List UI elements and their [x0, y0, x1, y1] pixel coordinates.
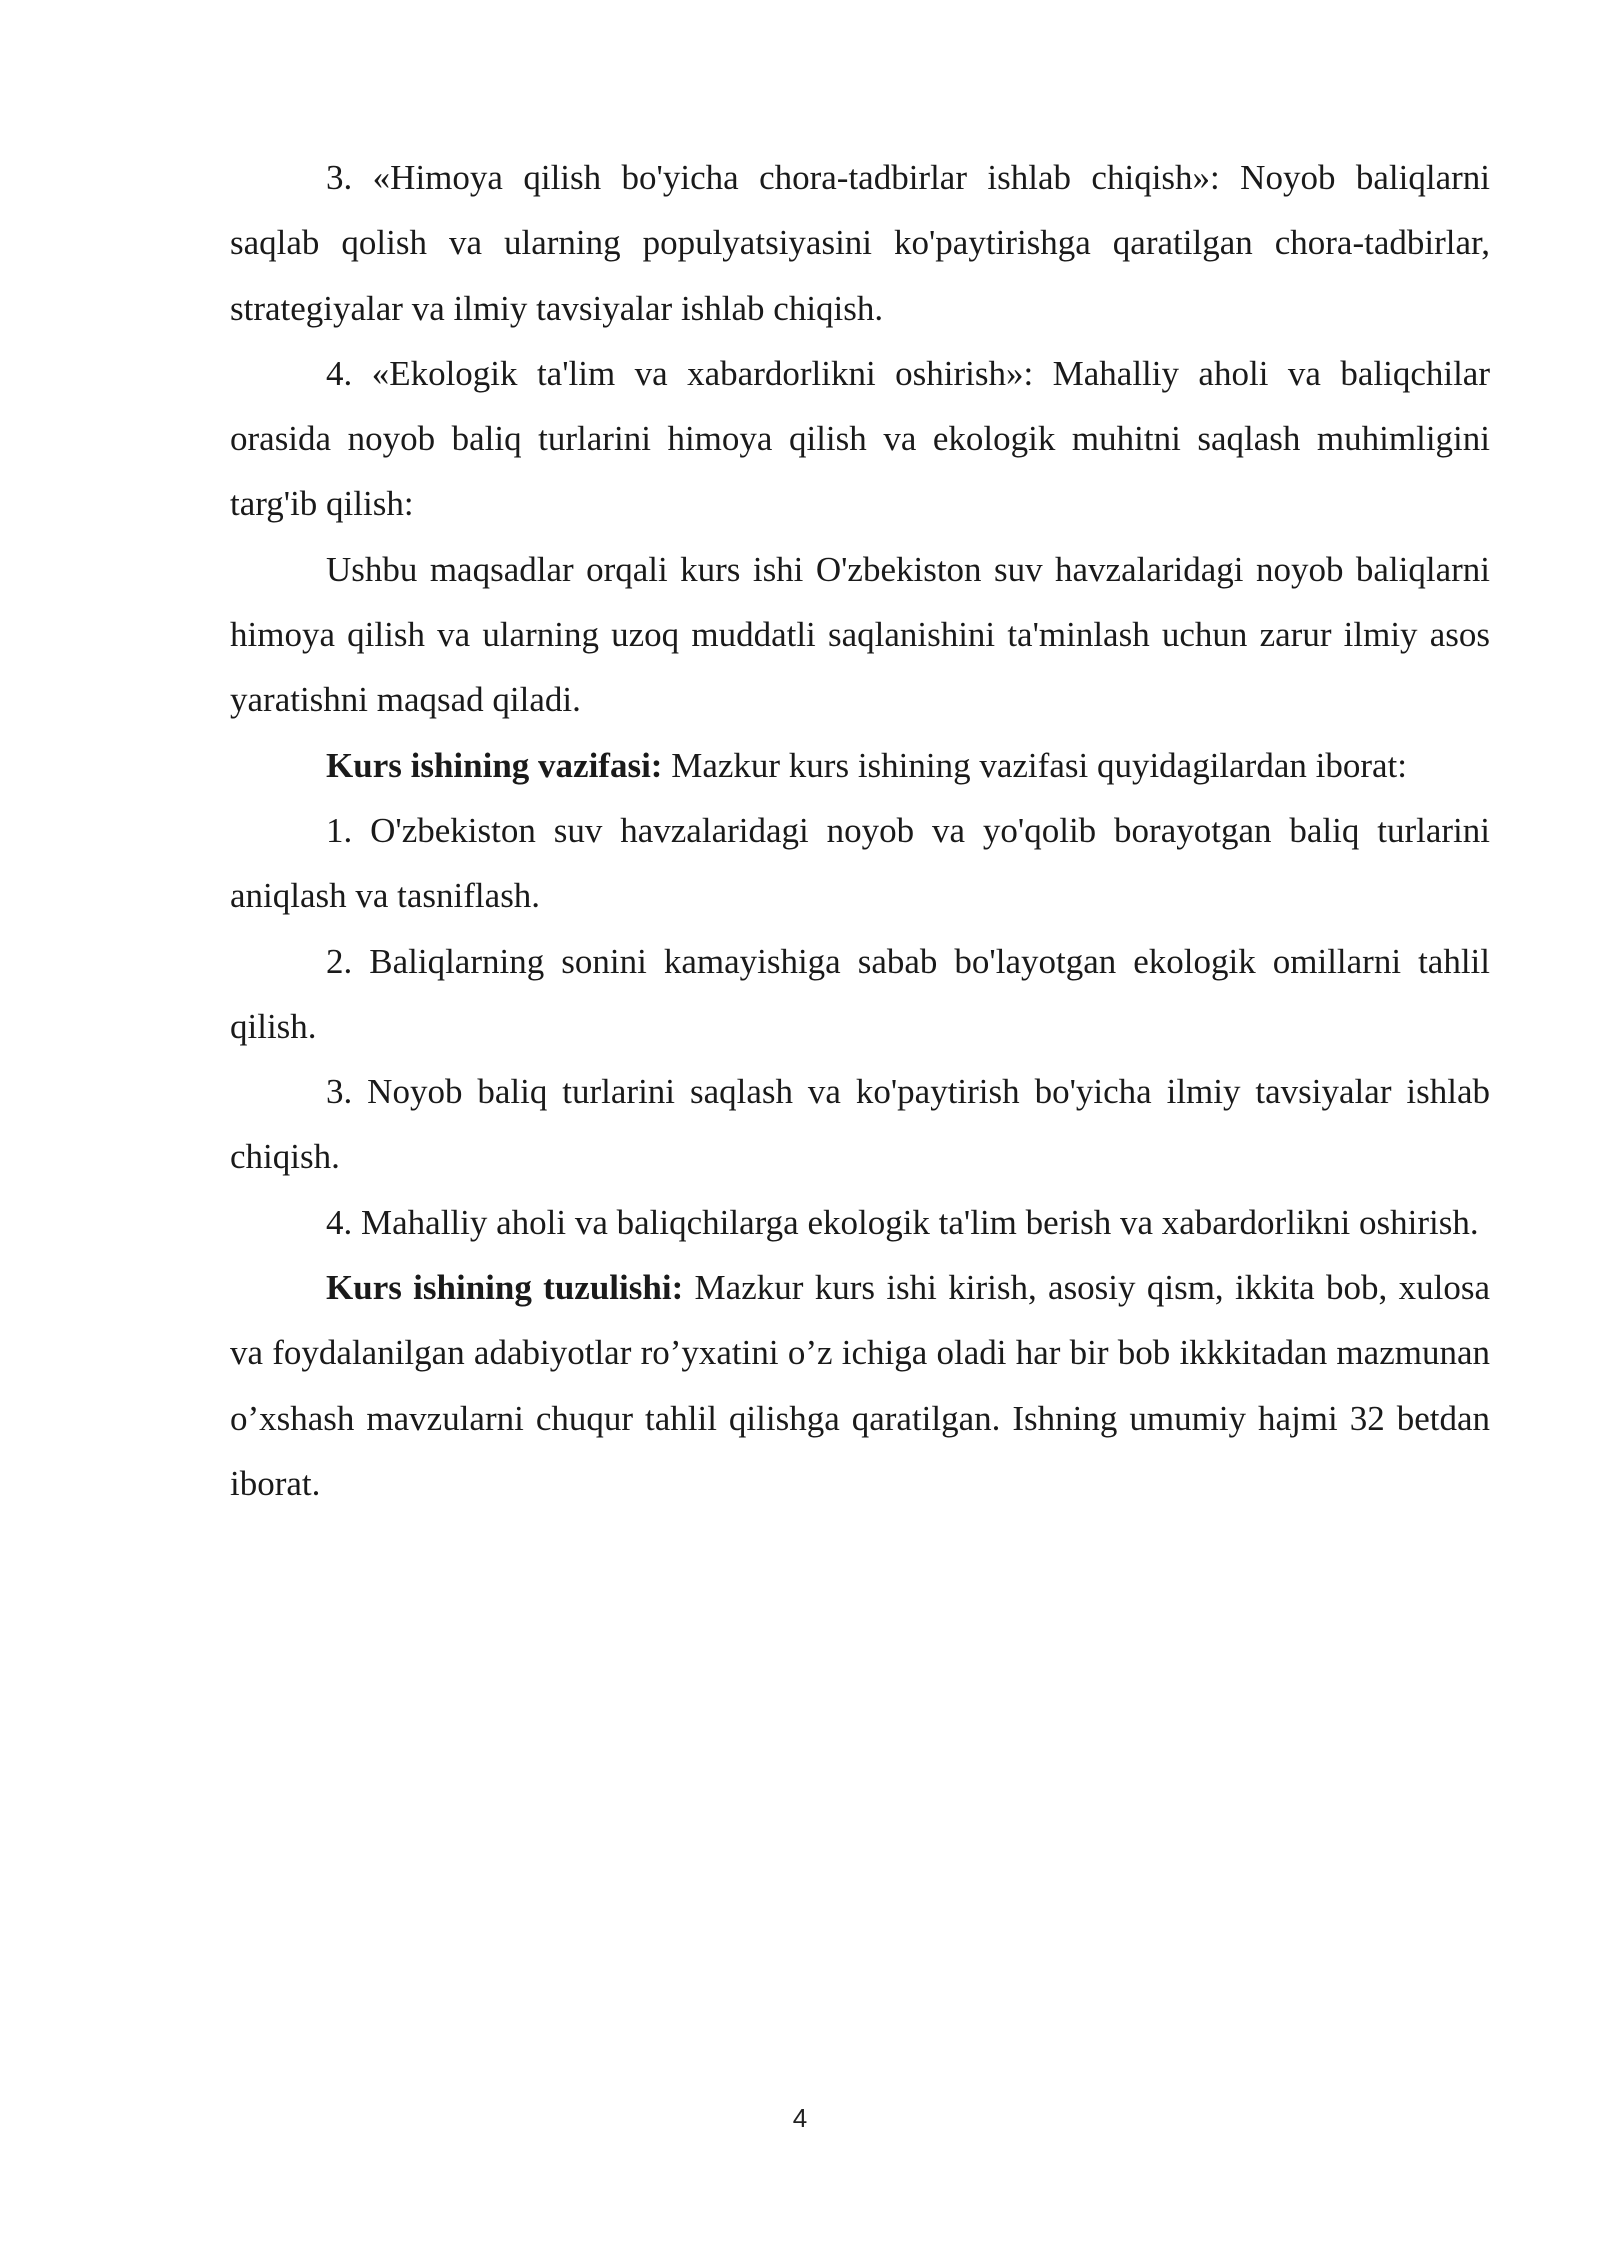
- paragraph-tasks-heading: [230, 733, 1490, 798]
- paragraph-lead: Kurs ishining vazifasi:: [326, 745, 663, 785]
- paragraph-text: Mazkur kurs ishining vazifasi quyidagilardan iborat:: [662, 745, 1407, 785]
- page-number: 4: [792, 2103, 808, 2133]
- paragraph-text: 4. Mahalliy aholi va baliqchilarga ekologik ta'lim berish va xabardorlikni oshirish.: [326, 1202, 1479, 1242]
- paragraph-text: 3. «Himoya qilish bo'yicha chora-tadbirlar ishlab chiqish»: Noyob baliqlarni saqlab qolish va ularning populyatsiyasini ko'paytirishga qaratilgan chora-tadbirlar, strategiyalar va ilmiy tavsiyalar ishlab chiqish.: [230, 158, 1490, 328]
- paragraph-text: 1. O'zbekiston suv havzalaridagi noyob va yo'qolib borayotgan baliq turlarini aniqlash va tasniflash.: [230, 810, 1490, 916]
- paragraph-task-3: [230, 1059, 1490, 1190]
- paragraph-text: 4. «Ekologik ta'lim va xabardorlikni oshirish»: Mahalliy aholi va baliqchilar orasida noyob baliq turlarini himoya qilish va ekologik muhitni saqlash muhimligini targ'ib qilish:: [230, 353, 1490, 524]
- paragraph-structure: [230, 1255, 1490, 1516]
- paragraph-goals-summary: [230, 537, 1490, 733]
- paragraph-goal-4: [230, 341, 1490, 537]
- paragraph-text: Mazkur kurs ishi kirish, asosiy qism, ikkita bob, xulosa va foydalanilgan adabiyotlar ro’yxatini o’z ichiga oladi har bir bob ikkkitadan mazmunan o’xshash mavzularni chuqur tahlil qilishga qaratilgan. Ishning umumiy hajmi 32 betdan iborat.: [230, 1268, 1490, 1503]
- paragraph-text: 2. Baliqlarning sonini kamayishiga sabab bo'layotgan ekologik omillarni tahlil qilish.: [230, 941, 1490, 1046]
- paragraph-lead: Kurs ishining tuzulishi:: [326, 1268, 684, 1308]
- paragraph-goal-3: [230, 145, 1490, 341]
- paragraph-task-1: [230, 798, 1490, 929]
- paragraph-text: Ushbu maqsadlar orqali kurs ishi O'zbekiston suv havzalaridagi noyob baliqlarni himoya qilish va ularning uzoq muddatli saqlanishini ta'minlash uchun zarur ilmiy asos yaratishni maqsad qiladi.: [230, 549, 1490, 720]
- body-text: [230, 145, 1490, 1516]
- paragraph-task-2: [230, 929, 1490, 1060]
- paragraph-text: 3. Noyob baliq turlarini saqlash va ko'paytirish bo'yicha ilmiy tavsiyalar ishlab chiqish.: [230, 1072, 1490, 1177]
- paragraph-task-4: [230, 1190, 1490, 1255]
